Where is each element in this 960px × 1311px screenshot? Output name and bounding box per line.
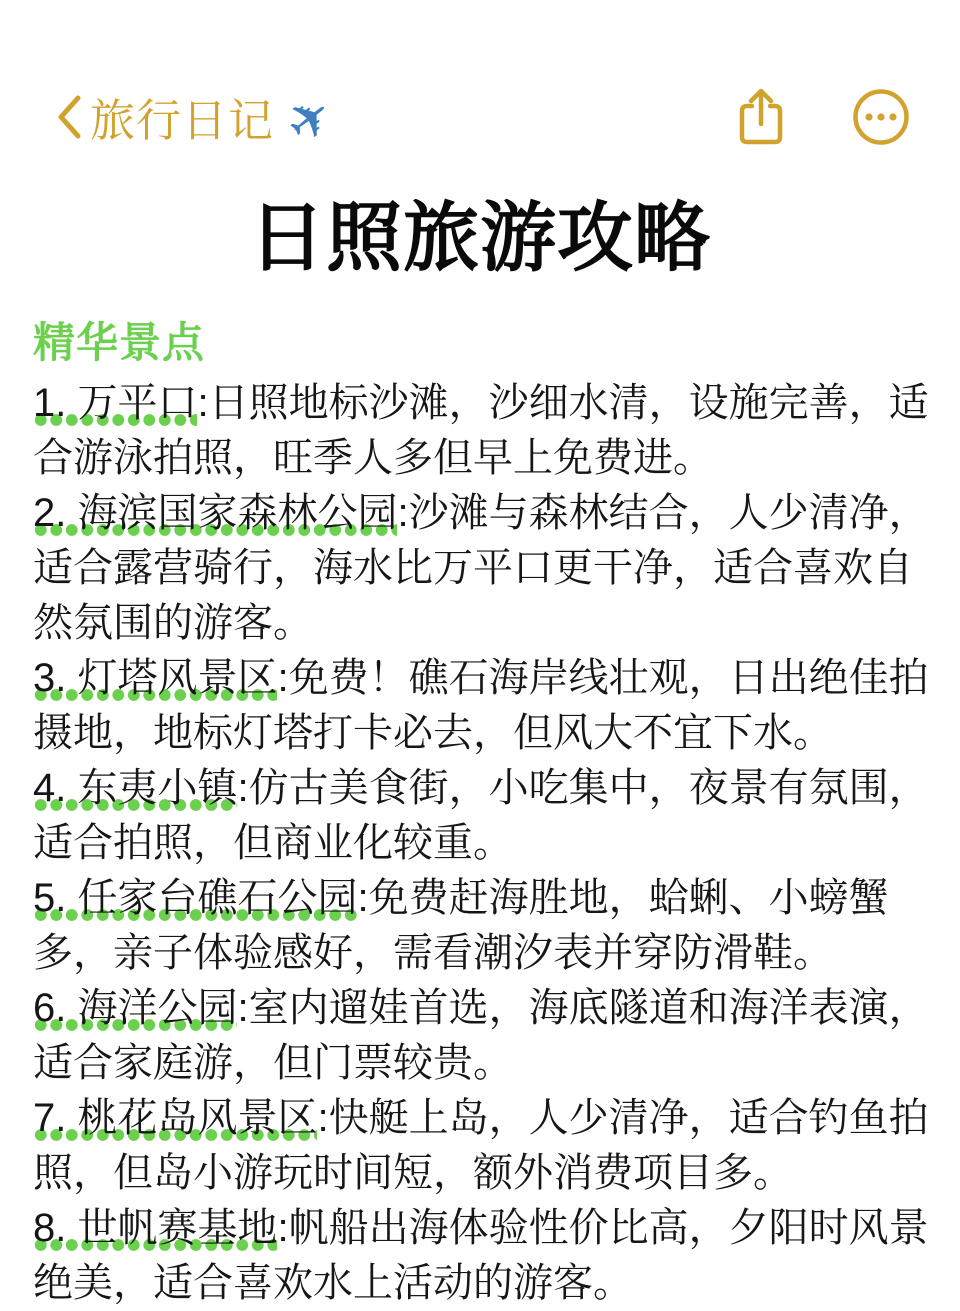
attraction-description: :免费！礁石海岸线壮观，日出绝佳拍摄地，地标灯塔打卡必去，但风大不宜下水。: [33, 656, 929, 755]
attraction-description: :免费赶海胜地，蛤蜊、小螃蟹多，亲子体验感好，需看潮汐表并穿防滑鞋。: [33, 876, 889, 975]
list-item: [33, 1201, 932, 1311]
note-content[interactable]: [0, 177, 960, 1311]
list-item: [33, 871, 932, 981]
share-icon[interactable]: [734, 86, 788, 148]
attraction-description: :沙滩与森林结合，人少清净，适合露营骑行，海水比万平口更干净，适合喜欢自然氛围的游客。: [33, 491, 929, 645]
airplane-emoji: ✈: [275, 83, 346, 156]
nav-bar: [0, 0, 960, 156]
back-label: 旅行日记: [90, 95, 275, 146]
attraction-name: 3. 灯塔风景区: [33, 656, 278, 700]
list-item: [33, 981, 932, 1091]
attraction-name: 8. 世帆赛基地: [33, 1206, 278, 1250]
attraction-description: :日照地标沙滩，沙细水清，设施完善，适合游泳拍照，旺季人多但早上免费进。: [33, 381, 929, 480]
section-heading: 精华景点: [33, 319, 206, 366]
note-title: 日照旅游攻略: [249, 196, 711, 281]
attraction-name: 2. 海滨国家森林公园: [33, 491, 398, 535]
list-item: [33, 376, 932, 486]
attractions-list: [0, 376, 960, 1311]
nav-actions: [734, 86, 910, 148]
attraction-description: :快艇上岛，人少清净，适合钓鱼拍照，但岛小游玩时间短，额外消费项目多。: [33, 1096, 929, 1195]
attraction-name: 6. 海洋公园: [33, 986, 238, 1030]
attraction-name: 4. 东夷小镇: [33, 766, 238, 810]
attraction-description: :仿古美食街，小吃集中，夜景有氛围，适合拍照，但商业化较重。: [33, 766, 929, 865]
attraction-name: 1. 万平口: [33, 381, 198, 425]
attraction-description: :室内遛娃首选，海底隧道和海洋表演，适合家庭游，但门票较贵。: [33, 986, 929, 1085]
back-button[interactable]: [56, 83, 346, 156]
attraction-name: 5. 任家台礁石公园: [33, 876, 358, 920]
back-chevron-icon: [56, 94, 82, 140]
attraction-name: 7. 桃花岛风景区: [33, 1096, 318, 1140]
list-item: [33, 761, 932, 871]
list-item: [33, 486, 932, 651]
list-item: [33, 1091, 932, 1201]
attraction-description: :帆船出海体验性价比高，夕阳时风景绝美，适合喜欢水上活动的游客。: [33, 1206, 929, 1305]
list-item: [33, 651, 932, 761]
more-options-icon[interactable]: [852, 88, 910, 146]
